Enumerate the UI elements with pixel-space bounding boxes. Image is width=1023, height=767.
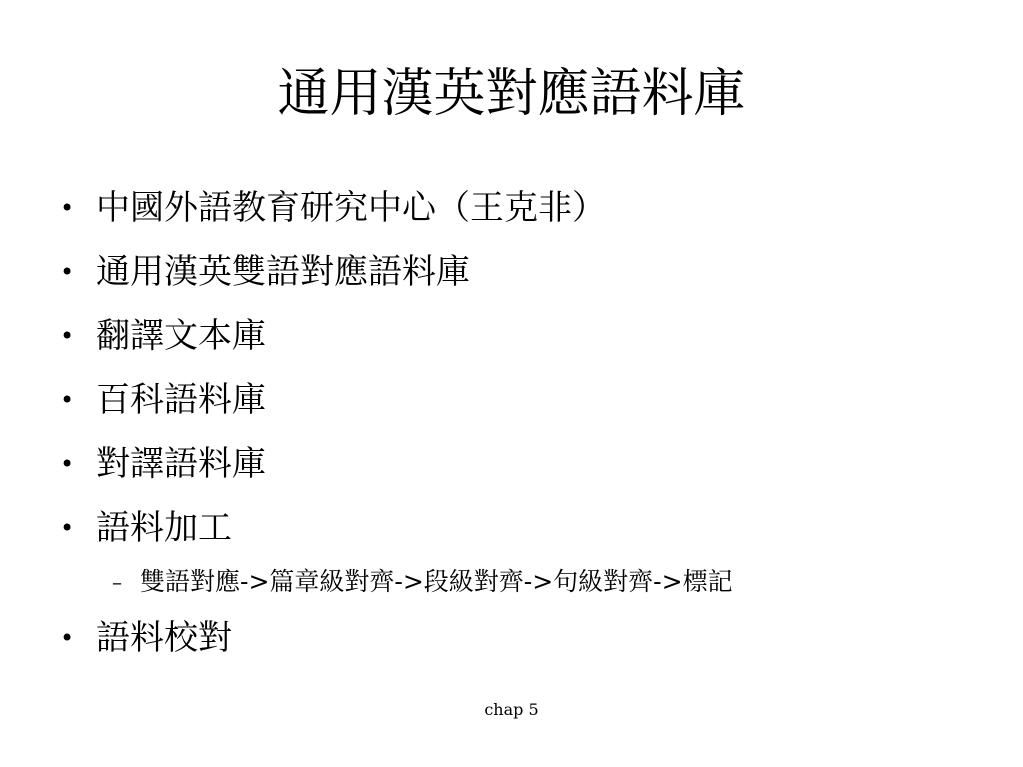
bullet-text: 語料校對 <box>96 618 232 658</box>
bullet-marker: • <box>60 322 75 350</box>
bullet-marker: • <box>60 514 75 542</box>
sub-bullet-marker: – <box>112 570 122 594</box>
bullet-text: 中國外語教育研究中心（王克非） <box>96 188 606 228</box>
bullet-marker: • <box>60 386 75 414</box>
bullet-text: 通用漢英雙語對應語料庫 <box>96 252 470 292</box>
bullet-marker: • <box>60 258 75 286</box>
bullet-marker: • <box>60 194 75 222</box>
bullet-text: 百科語料庫 <box>96 380 266 420</box>
bullet-text: 語料加工 <box>96 508 232 548</box>
sub-bullet-text: 雙語對應->篇章級對齊->段級對齊->句級對齊->標記 <box>140 567 733 596</box>
bullet-text: 翻譯文本庫 <box>96 316 266 356</box>
bullet-text: 對譯語料庫 <box>96 444 266 484</box>
slide-footer: chap 5 <box>484 700 539 719</box>
slide-title: 通用漢英對應語料庫 <box>277 64 746 124</box>
bullet-list <box>60 0 1000 767</box>
bullet-marker: • <box>60 624 75 652</box>
bullet-marker: • <box>60 450 75 478</box>
